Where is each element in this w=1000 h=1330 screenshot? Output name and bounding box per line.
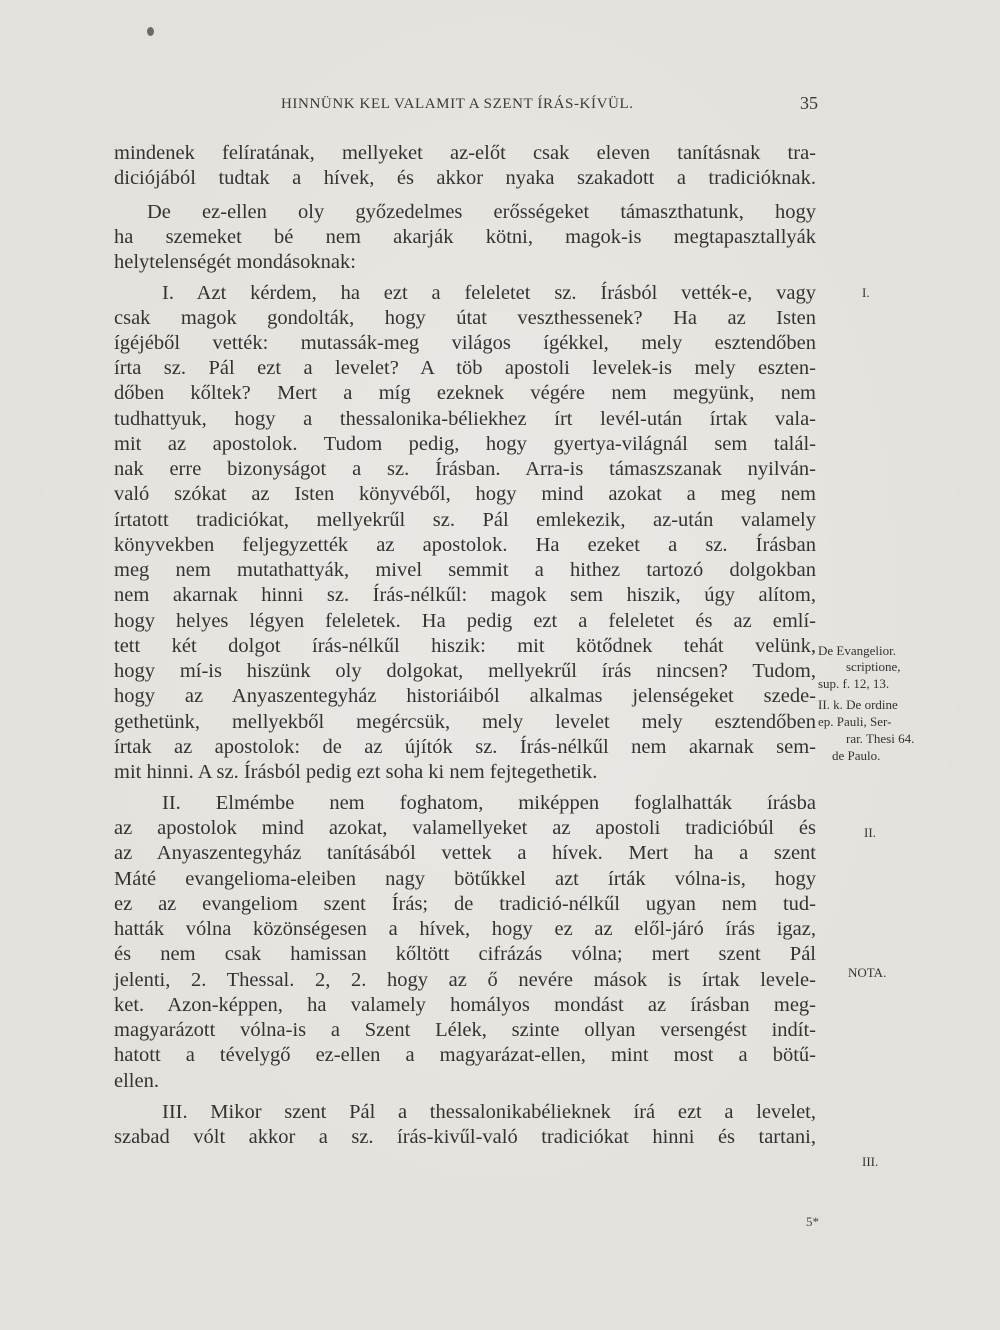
text-line: ellen. [114, 1070, 159, 1092]
text-line: mindenek felíratának, mellyeket az-előt csak eleven tanításnak tra- [114, 142, 816, 164]
text-line: ez az evangeliom szent Írás; de tradició-nélkűl ugyan nem tud- [114, 893, 816, 915]
text-line: csak magok gondolták, hogy útat veszthessenek? Ha az Isten [114, 307, 816, 329]
text-line: jelenti, 2. Thessal. 2, 2. hogy az ő nevére mások is írtak levele- [114, 969, 816, 991]
margin-note-roman-1: I. [862, 285, 870, 300]
text-line: nem akarnak hinni sz. Írás-nélkűl: magok sem hiszik, úgy alítom, [114, 584, 816, 606]
ink-spot [147, 27, 154, 36]
text-line: az apostolok mind azokat, valamellyeket az apostoli tradicióbúl és [114, 817, 816, 839]
text-line: dőben kőltek? Mert a míg ezeknek végére nem megyünk, nem [114, 382, 816, 404]
text-line: I. Azt kérdem, ha ezt a feleletet sz. Írásból vették-e, vagy [162, 282, 816, 304]
margin-note-roman-2: II. [864, 825, 876, 840]
text-line: írta sz. Pál ezt a levelet? A töb apostoli levelek-is mely eszten- [114, 357, 816, 379]
text-line: mit hinni. A sz. Írásból pedig ezt soha ki nem fejtegethetik. [114, 761, 598, 783]
text-line: szabad vólt akkor a sz. írás-kivűl-való tradiciókat hinni és tartani, [114, 1126, 816, 1148]
text-line: hogy az Anyaszentegyház historiáiból alkalmas jelenségeket szede- [114, 685, 816, 707]
margin-note-line: rar. Thesi 64. [846, 731, 915, 746]
margin-note-nota: NOTA. [848, 965, 887, 980]
text-line: Máté evangelioma-eleiben nagy bötűkkel azt írták vólna-is, hogy [114, 868, 816, 890]
margin-note-line: ep. Pauli, Ser- [818, 714, 892, 729]
running-head: HINNÜNK KEL VALAMIT A SZENT ÍRÁS-KÍVÜL. [281, 96, 634, 112]
text-line: tudhattyuk, hogy a thessalonika-béliekhez írt levél-után írtak vala- [114, 408, 816, 430]
margin-note-line: II. k. De ordine [818, 697, 898, 712]
text-line: írtatott tradiciókat, mellyekrűl sz. Pál emlekezik, az-után valamely [114, 509, 816, 531]
text-line: helytelenségét mondásoknak: [114, 251, 356, 273]
margin-note-roman-3: III. [862, 1154, 879, 1169]
text-line: mit az apostolok. Tudom pedig, hogy gyertya-világnál sem talál- [114, 433, 816, 455]
text-line: az Anyaszentegyház tanításából vettek a hívek. Mert ha a szent [114, 842, 816, 864]
text-line: hatták vólna közönségesen a hívek, hogy ez az elől-járó írás igaz, [114, 918, 816, 940]
text-line: magyarázott vólna-is a Szent Lélek, szinte ollyan versengést indít- [114, 1019, 816, 1041]
text-line: hogy helyes légyen feleletek. Ha pedig ezt a feleletet és az emlí- [114, 610, 816, 632]
text-line: hogy mí-is hiszünk oly dolgokat, mellyekrűl írás nincsen? Tudom, [114, 660, 816, 682]
margin-note-line: De Evangelior. [818, 643, 896, 658]
text-line: való szókat az Isten könyvéből, hogy mind azokat a meg nem [114, 483, 816, 505]
text-line: gethetünk, mellyekből megércsük, mely levelet mely esztendőben [114, 711, 816, 733]
margin-note-line: scriptione, [846, 659, 901, 674]
text-line: De ez-ellen oly győzedelmes erősségeket támaszthatunk, hogy [147, 201, 816, 223]
text-line: hatott a tévelygő ez-ellen a magyarázat-ellen, mint most a bötű- [114, 1044, 816, 1066]
page-number: 35 [800, 93, 818, 113]
text-line: ket. Azon-képpen, ha valamely homályos mondást az írásban meg- [114, 994, 816, 1016]
text-line: írtak az apostolok: de az újítók sz. Írás-nélkűl nem akarnak sem- [114, 736, 816, 758]
text-line: meg nem mutathattyák, mivel semmit a hithez tartozó dolgokban [114, 559, 816, 581]
signature-mark: 5* [806, 1214, 819, 1229]
text-line: II. Elmémbe nem foghatom, miképpen foglalhatták írásba [162, 792, 816, 814]
text-line: III. Mikor szent Pál a thessalonikabélieknek írá ezt a levelet, [162, 1101, 816, 1123]
text-line: ígéjéből vették: mutassák-meg világos ígékkel, mely esztendőben [114, 332, 816, 354]
margin-note-line: sup. f. 12, 13. [818, 676, 890, 691]
text-line: könyvekben feljegyzették az apostolok. Ha ezeket a sz. Írásban [114, 534, 816, 556]
text-line: diciójából tudtak a hívek, és akkor nyaka szakadott a tradicióknak. [114, 167, 816, 189]
margin-note-line: de Paulo. [832, 748, 881, 763]
text-line: ha szemeket bé nem akarják kötni, magok-is megtapasztallyák [114, 226, 816, 248]
text-line: és nem csak hamissan kőltött cifrázás vólna; mert szent Pál [114, 943, 816, 965]
text-line: tett két dolgot írás-nélkűl hiszik: mit kötődnek tehát velünk, [114, 635, 816, 657]
text-line: nak erre bizonyságot a sz. Írásban. Arra-is támaszszanak nyilván- [114, 458, 816, 480]
